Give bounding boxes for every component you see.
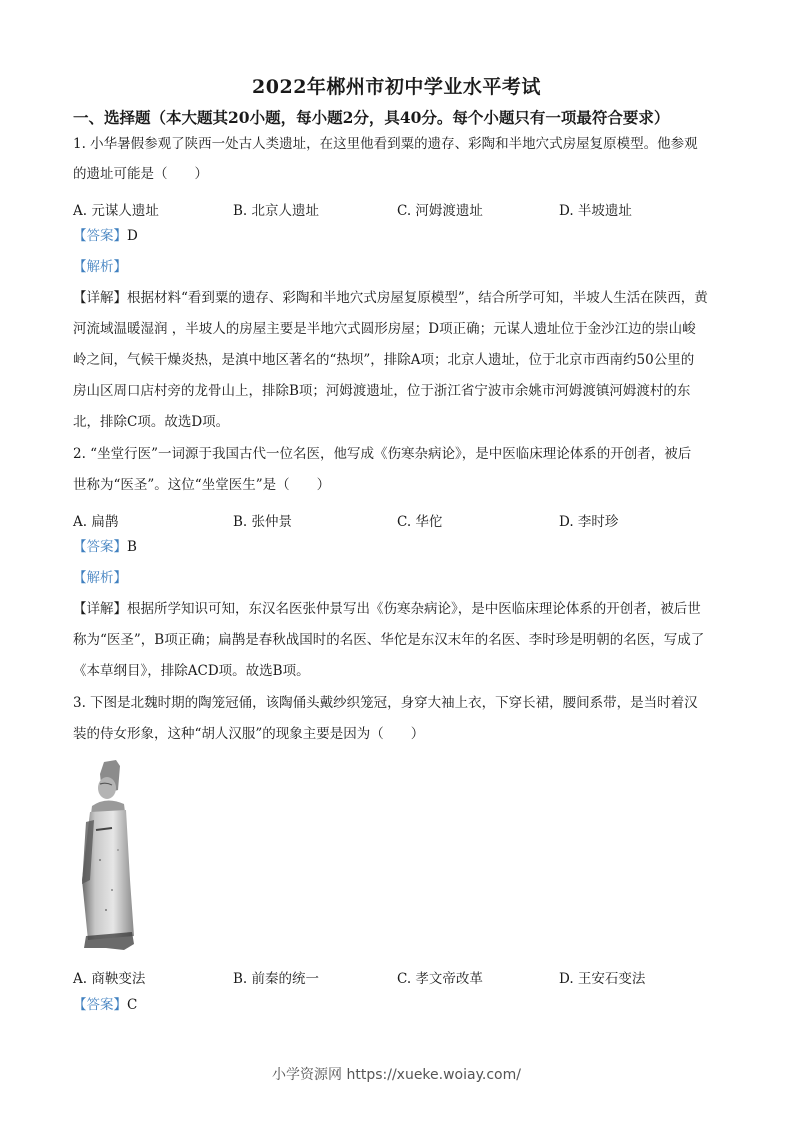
q2-option-d: D. 李时珍: [559, 514, 619, 530]
q3-answer-value: C: [127, 997, 138, 1013]
pottery-figurine-image: [76, 760, 148, 952]
answer-tag: 【答案】: [73, 539, 127, 555]
q2-stem-line-2: 世称为“医圣”。这位“坐堂医生”是（ ）: [73, 477, 331, 493]
q1-detail-line-3: 岭之间，气候干燥炎热，是滇中地区著名的“热坝”，排除A项；北京人遗址，位于北京市西南约50公里的: [73, 352, 695, 368]
q1-answer-value: D: [127, 228, 138, 244]
q2-analysis-tag: 【解析】: [73, 570, 127, 586]
q2-option-b: B. 张仲景: [233, 514, 293, 530]
q1-detail-line-2: 河流域温暖湿润 ，半坡人的房屋主要是半地穴式圆形房屋；D项正确；元谋人遗址位于金沙江边的崇山峻: [73, 321, 696, 337]
answer-tag: 【答案】: [73, 228, 127, 244]
q1-analysis-tag: 【解析】: [73, 259, 127, 275]
q3-stem-line-2: 装的侍女形象，这种“胡人汉服”的现象主要是因为（ ）: [73, 726, 425, 742]
q1-option-b: B. 北京人遗址: [233, 203, 320, 219]
q2-detail-line-2: 称为“医圣”，B项正确；扁鹊是春秋战国时的名医、华佗是东汉末年的名医、李时珍是明朝的名医，写成了: [73, 632, 705, 648]
q3-options: [73, 967, 713, 987]
q2-option-a: A. 扁鹊: [73, 514, 119, 530]
q2-option-c: C. 华佗: [397, 514, 443, 530]
q3-answer: [73, 999, 137, 1013]
q1-option-d: D. 半坡遗址: [559, 203, 632, 219]
q3-option-d: D. 王安石变法: [559, 971, 646, 987]
q2-answer: [73, 541, 137, 555]
answer-tag: 【答案】: [73, 997, 127, 1013]
q2-detail-text-1: 根据所学知识可知，东汉名医张仲景写出《伤寒杂病论》，是中医临床理论体系的开创者，被后世: [127, 601, 701, 617]
q1-option-c: C. 河姆渡遗址: [397, 203, 483, 219]
q2-options: [73, 510, 713, 530]
q3-option-b: B. 前秦的统一: [233, 971, 320, 987]
detail-tag: 【详解】: [73, 601, 127, 617]
q1-detail-line-5: 北，排除C项。故选D项。: [73, 414, 230, 430]
page-title: 2022年郴州市初中学业水平考试: [252, 76, 541, 98]
detail-tag: 【详解】: [73, 290, 127, 306]
q3-stem-line-1: 3. 下图是北魏时期的陶笼冠俑，该陶俑头戴纱织笼冠，身穿大袖上衣，下穿长裙，腰间系带，是当时着汉: [73, 695, 698, 711]
section-heading: 一、选择题（本大题其20小题，每小题2分，具40分。每个小题只有一项最符合要求）: [73, 108, 670, 127]
q2-answer-value: B: [127, 539, 137, 555]
q1-stem-line-2: 的遗址可能是（ ）: [73, 166, 208, 182]
q1-detail-line-4: 房山区周口店村旁的龙骨山上，排除B项；河姆渡遗址，位于浙江省宁波市余姚市河姆渡镇河姆渡村的东: [73, 383, 691, 399]
q2-detail-line-1: [73, 603, 701, 617]
q1-options: [73, 199, 713, 219]
q1-stem-line-1: 1. 小华暑假参观了陕西一处古人类遗址，在这里他看到粟的遗存、彩陶和半地穴式房屋复原模型。他参观: [73, 136, 698, 152]
q3-option-c: C. 孝文帝改革: [397, 971, 483, 987]
q1-option-a: A. 元谋人遗址: [73, 203, 159, 219]
q1-answer: [73, 230, 138, 244]
q2-detail-line-3: 《本草纲目》，排除ACD项。故选B项。: [73, 663, 310, 679]
q1-detail-text-1: 根据材料“看到粟的遗存、彩陶和半地穴式房屋复原模型”，结合所学可知，半坡人生活在陕西，黄: [127, 290, 708, 306]
q3-option-a: A. 商鞅变法: [73, 971, 146, 987]
q2-stem-line-1: 2. “坐堂行医”一词源于我国古代一位名医，他写成《伤寒杂病论》，是中医临床理论体系的开创者，被后: [73, 446, 692, 462]
q1-detail-line-1: [73, 292, 708, 306]
footer-watermark: 小学资源网 https://xueke.woiay.com/: [272, 1067, 521, 1083]
